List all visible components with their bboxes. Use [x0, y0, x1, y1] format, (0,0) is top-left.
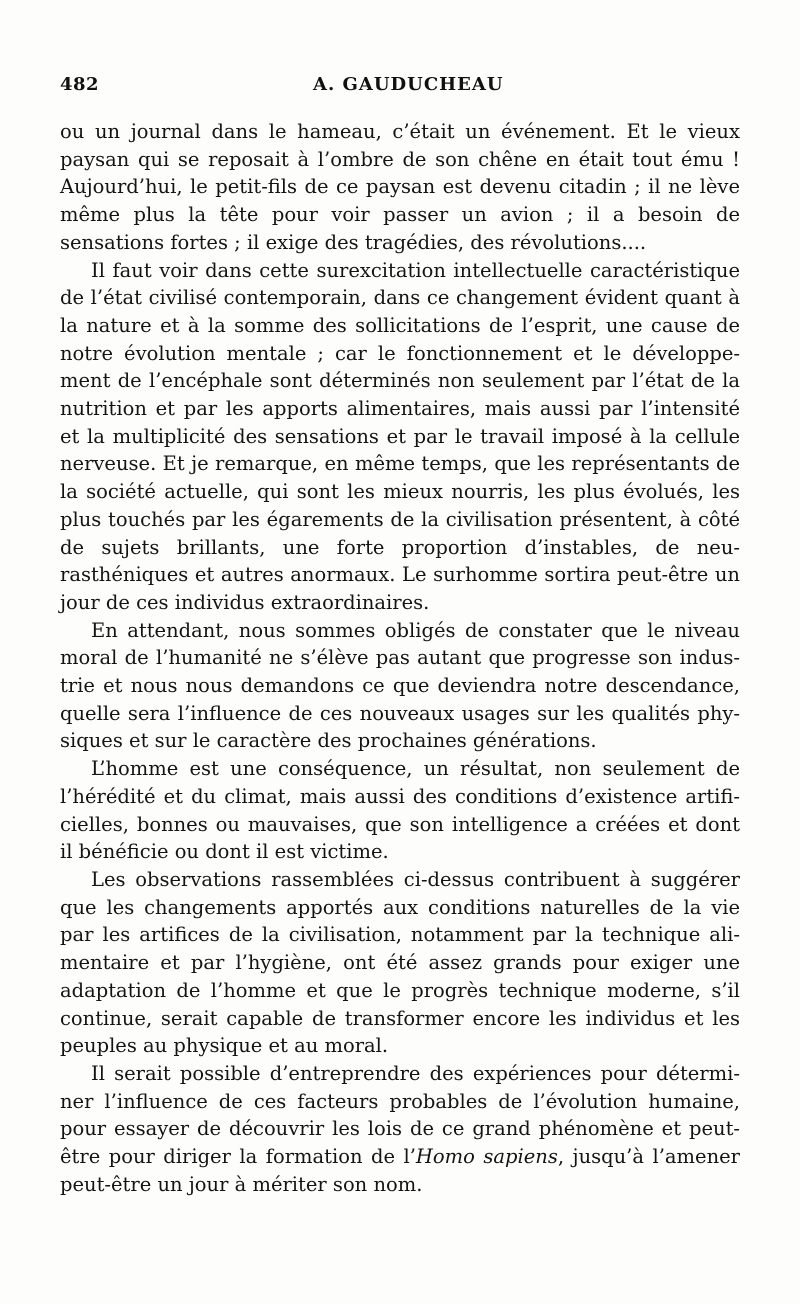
paragraph-6-text-b: , jusqu’à l’amener peut-être un jour à mériter son nom.: [60, 1145, 740, 1196]
paragraph-6: [60, 1060, 740, 1199]
paragraph-2: [60, 257, 740, 617]
paragraph-4: [60, 755, 740, 866]
page-number: 482: [60, 74, 100, 95]
paragraph-1-text: ou un journal dans le hameau, c’était un événement. Et le vieux paysan qui se reposait à l’ombre de son chêne en était tout ému ! Aujourd’hui, le petit-fils de ce paysan est devenu citadin ; il ne lève même plus la tête pour voir passer un avion ; il a besoin de sensations fortes ; il exige des tragédies, des révolutions....: [60, 120, 740, 254]
paragraph-6-text-a: Il serait possible d’entreprendre des expériences pour déterminer l’influence de ces facteurs probables de l’évolution humaine, pour essayer de découvrir les lois de ce grand phénomène et peut-être pour diriger la formation de l’: [60, 1061, 740, 1169]
paragraph-1: [60, 118, 740, 257]
paragraph-5: [60, 866, 740, 1060]
page-header: [60, 74, 740, 104]
paragraph-2-text: Il faut voir dans cette surexcitation intellectuelle caractéristique de l’état civilisé contemporain, dans ce changement évident quant à la nature et à la somme des sollicitations de l’esprit, une cause de notre évolution mentale ; car le fonctionnement et le développement de l’encéphale sont déterminés non seulement par l’état de la nutrition et par les apports alimentaires, mais aussi par l’intensité et la multiplicité des sensations et par le travail imposé à la cellule nerveuse. Et je remarque, en même temps, que les représentants de la société actuelle, qui sont les mieux nourris, les plus évolués, les plus touchés par les égarements de la civilisation présentent, à côté de sujets brillants, une forte proportion d’instables, de neurasthéniques et autres anormaux. Le surhomme sortira peut-être un jour de ces individus extraordinaires.: [60, 258, 740, 614]
paragraph-4-text: L’homme est une conséquence, un résultat, non seulement de l’hérédité et du climat, mais aussi des conditions d’existence artificielles, bonnes ou mauvaises, que son intelligence a créées et dont il bénéficie ou dont il est victime.: [60, 757, 740, 864]
body-text: [60, 118, 740, 1198]
running-head: A. GAUDUCHEAU: [313, 74, 504, 95]
paragraph-3: [60, 617, 740, 756]
paragraph-5-text: Les observations rassemblées ci-dessus contribuent à suggérer que les changements apportés aux conditions naturelles de la vie par les artifices de la civilisation, notamment par la technique alimentaire et par l’hygiène, ont été assez grands pour exiger une adaptation de l’homme et que le progrès technique moderne, s’il continue, serait capable de transformer encore les individus et les peuples au physique et au moral.: [60, 867, 740, 1058]
paragraph-6-italic-term: Homo sapiens: [415, 1145, 558, 1169]
paragraph-3-text: En attendant, nous sommes obligés de constater que le niveau moral de l’humanité ne s’élève pas autant que progresse son industrie et nous nous demandons ce que deviendra notre descendance, quelle sera l’influence de ces nouveaux usages sur les qualités physiques et sur le caractère des prochaines générations.: [60, 618, 740, 753]
